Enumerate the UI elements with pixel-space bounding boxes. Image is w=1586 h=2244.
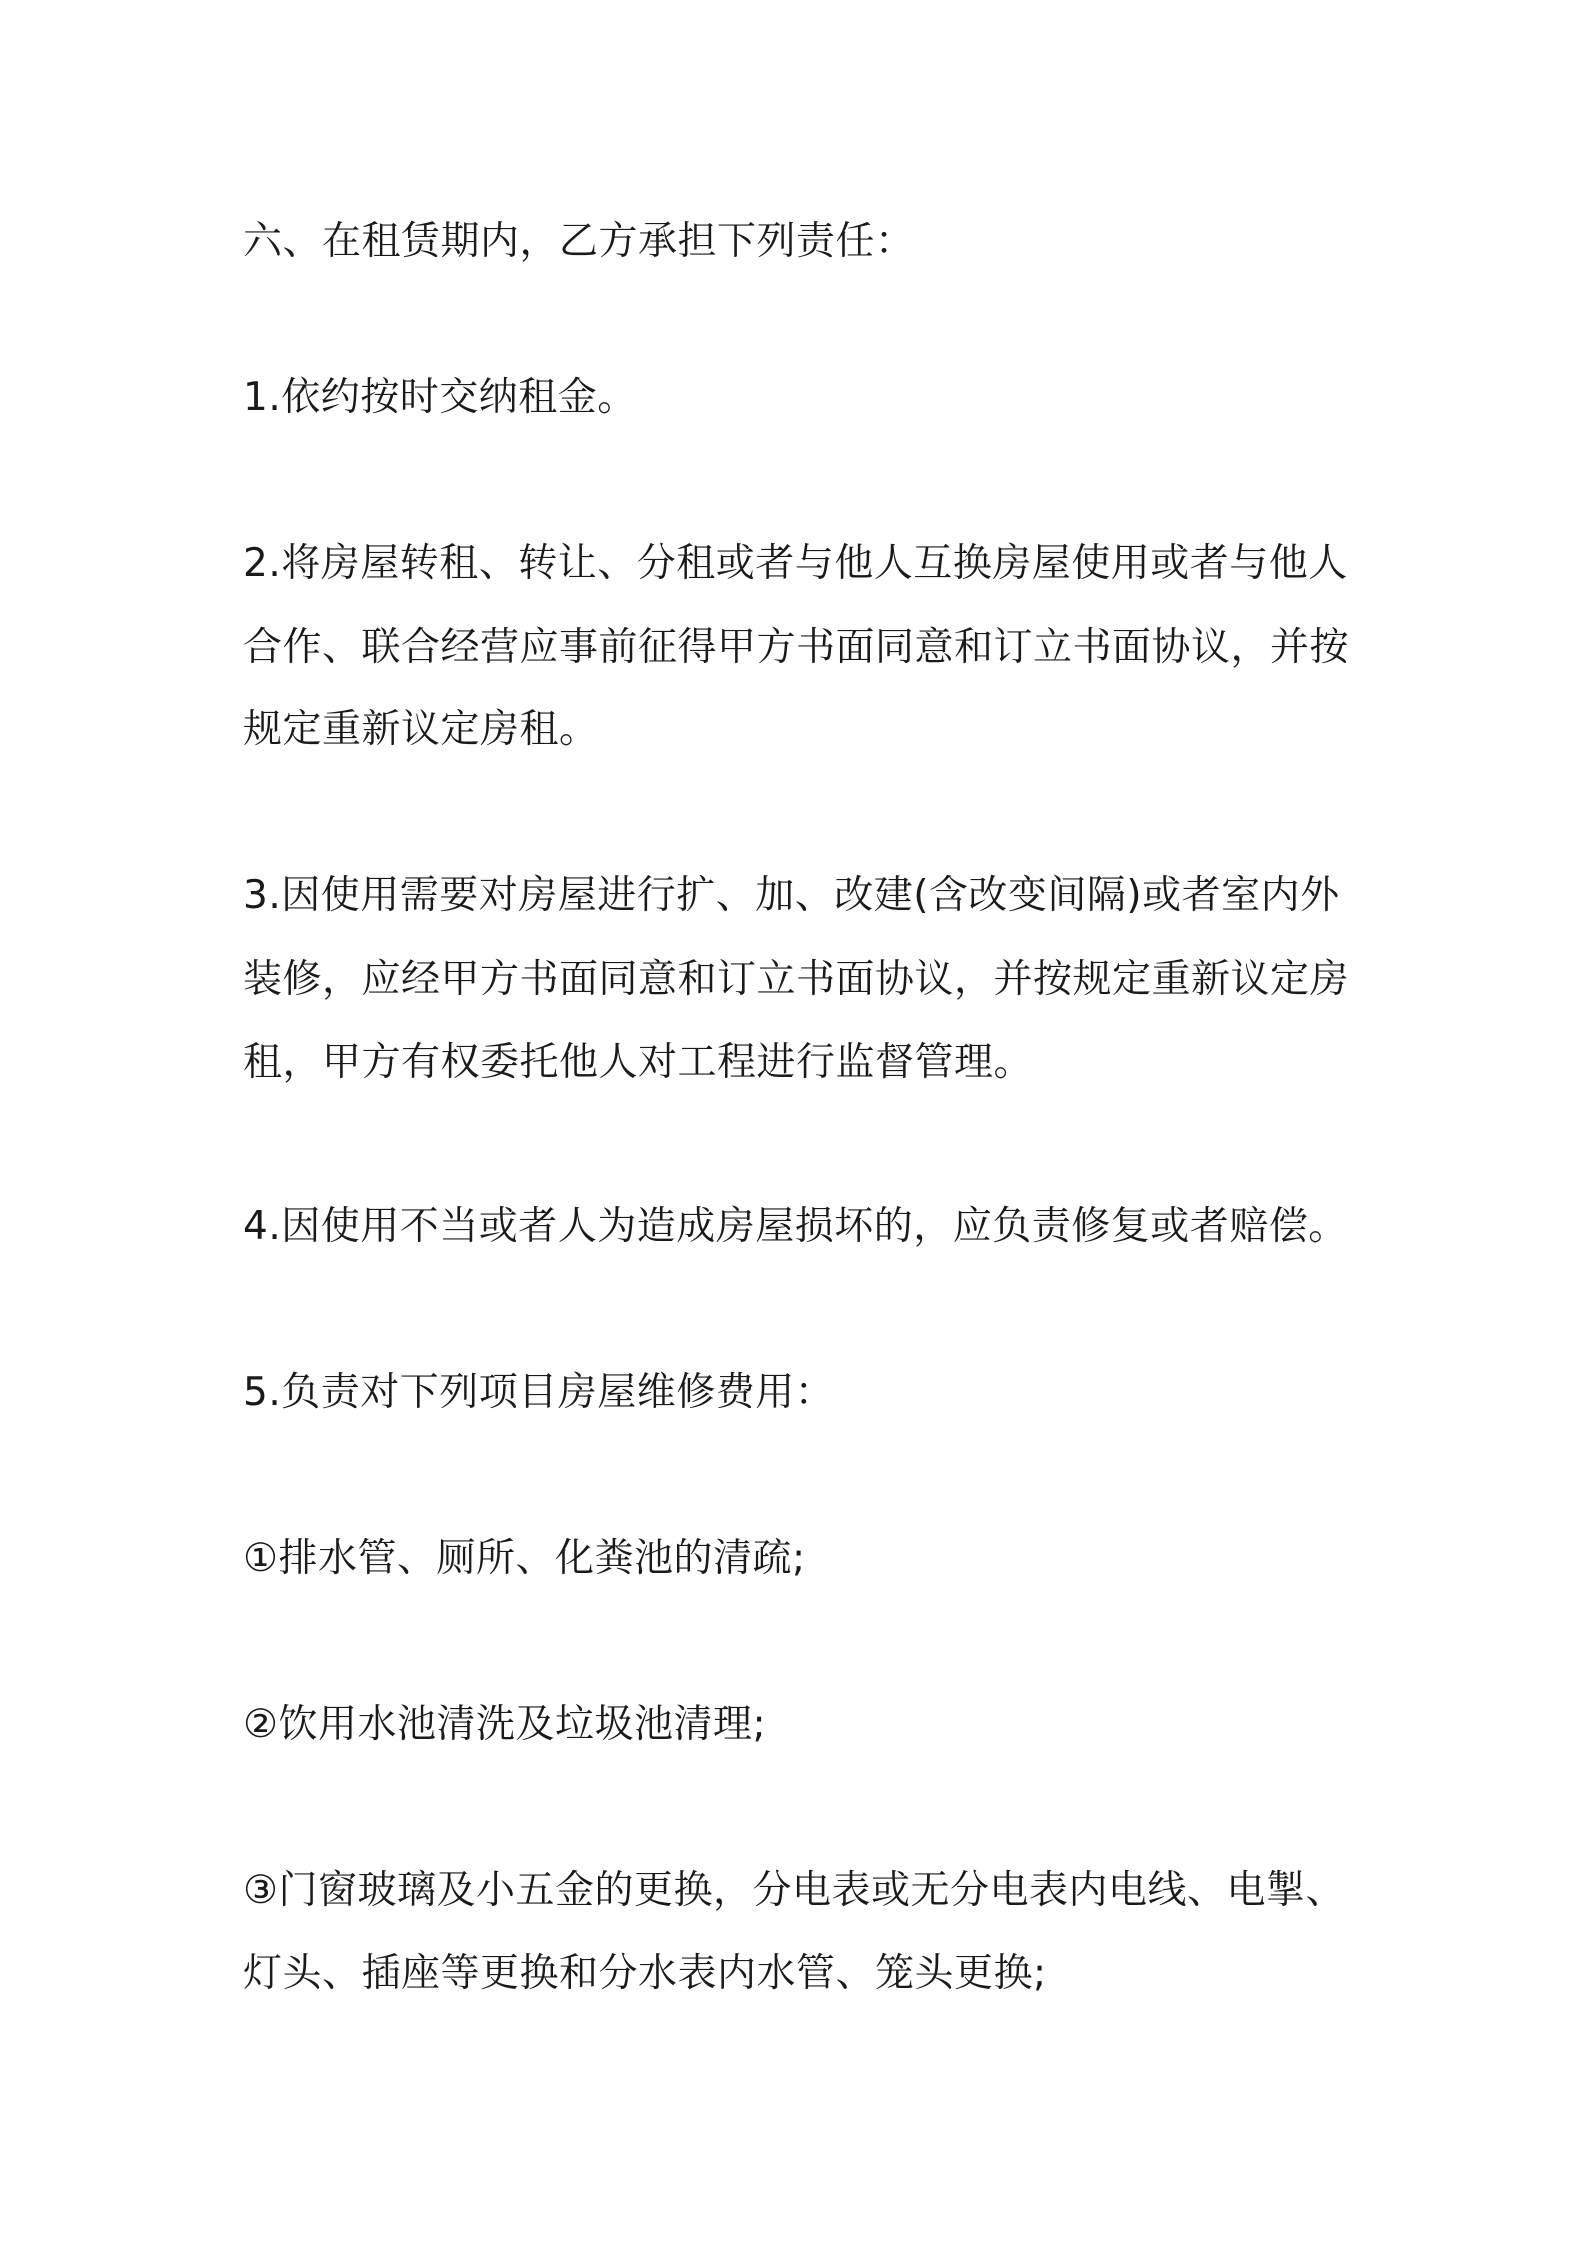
subitem-2-line-1: ②饮用水池清洗及垃圾池清理; bbox=[243, 1702, 767, 1747]
item-2-line-2: 合作、联合经营应事前征得甲方书面同意和订立书面协议，并按 bbox=[243, 625, 1350, 670]
subitem-3-line-2: 灯头、插座等更换和分水表内水管、笼头更换; bbox=[243, 1951, 1047, 1996]
subitem-1-line-1: ①排水管、厕所、化粪池的清疏; bbox=[243, 1536, 806, 1581]
item-2-line-3: 规定重新议定房租。 bbox=[243, 707, 599, 752]
item-3-line-2: 装修，应经甲方书面同意和订立书面协议，并按规定重新议定房 bbox=[243, 957, 1350, 1002]
item-1-line-1: 1.依约按时交纳租金。 bbox=[243, 375, 637, 420]
section-heading: 六、在租赁期内，乙方承担下列责任： bbox=[243, 219, 915, 264]
item-3-line-3: 租，甲方有权委托他人对工程进行监督管理。 bbox=[243, 1040, 1034, 1085]
item-2-line-1: 2.将房屋转租、转让、分租或者与他人互换房屋使用或者与他人 bbox=[243, 541, 1348, 586]
item-5-line-1: 5.负责对下列项目房屋维修费用： bbox=[243, 1370, 835, 1415]
subitem-3-line-1: ③门窗玻璃及小五金的更换，分电表或无分电表内电线、电掣、 bbox=[243, 1868, 1345, 1913]
item-4-line-1: 4.因使用不当或者人为造成房屋损坏的，应负责修复或者赔偿。 bbox=[243, 1204, 1348, 1249]
item-3-line-1: 3.因使用需要对房屋进行扩、加、改建(含改变间隔)或者室内外 bbox=[243, 873, 1340, 918]
